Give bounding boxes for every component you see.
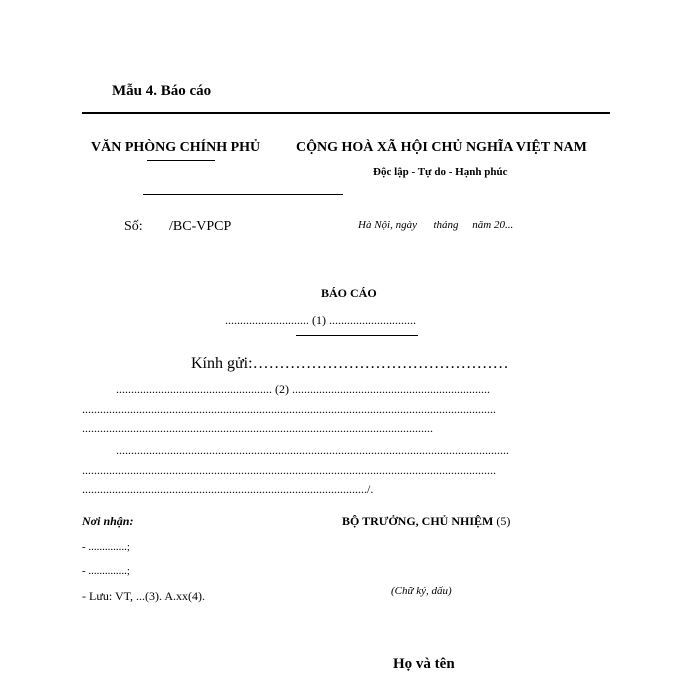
header-divider: [143, 194, 343, 195]
report-body-paragraph-1: [82, 380, 600, 439]
document-number-code: /BC-VPCP: [169, 219, 232, 234]
report-subject: ............................ (1) .............................: [225, 313, 416, 327]
body-line: .................................................... (2) ..................................................................: [116, 382, 490, 396]
signer-note: (5): [493, 514, 511, 528]
signer-title: [342, 514, 510, 529]
recipient-line: Kính gửi:…………………………………………: [191, 355, 509, 372]
agency-name: VĂN PHÒNG CHÍNH PHỦ: [91, 140, 261, 155]
form-label: Mẫu 4. Báo cáo: [112, 83, 212, 99]
national-motto: Độc lập - Tự do - Hạnh phúc: [373, 166, 508, 178]
place-date: Hà Nội, ngày tháng năm 20...: [358, 219, 514, 231]
recipients-item: - ..............;: [82, 541, 130, 553]
recipients-title: Nơi nhận:: [82, 514, 134, 528]
country-name: CỘNG HOÀ XÃ HỘI CHỦ NGHĨA VIỆT NAM: [296, 140, 587, 155]
signature-note: (Chữ ký, dấu): [391, 585, 452, 597]
top-divider: [82, 112, 610, 114]
subject-underline: [296, 335, 418, 336]
agency-underline: [147, 160, 215, 161]
body-line: .............................................................................................../.: [82, 482, 374, 496]
body-line: ...................................................................................................................................: [116, 443, 509, 457]
body-line: ..........................................................................................................................................: [82, 462, 496, 477]
recipients-item: - ..............;: [82, 565, 130, 577]
document-type: BÁO CÁO: [321, 286, 377, 300]
signer-position: BỘ TRƯỞNG, CHỦ NHIỆM: [342, 514, 494, 528]
signer-name: Họ và tên: [393, 656, 455, 672]
report-body-paragraph-2: [82, 441, 600, 500]
body-line: .....................................................................................................................: [82, 421, 433, 435]
body-line: ..........................................................................................................................................: [82, 401, 496, 416]
recipients-item-archive: - Lưu: VT, ...(3). A.xx(4).: [82, 589, 206, 603]
document-number-label: Số:: [124, 219, 143, 234]
